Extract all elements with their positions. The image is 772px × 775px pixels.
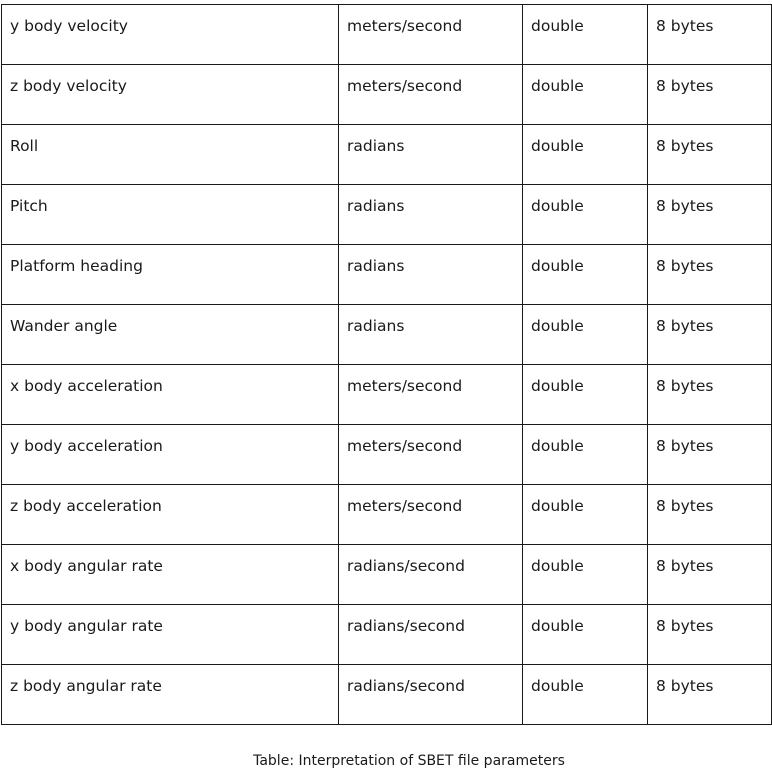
parameter-type: double (531, 17, 584, 35)
unit-cell (339, 425, 523, 485)
sbet-parameters-table (1, 4, 772, 725)
parameter-cell (2, 665, 339, 725)
type-cell (523, 185, 648, 245)
size-cell (648, 245, 772, 305)
table-row (2, 125, 772, 185)
size-cell (648, 485, 772, 545)
table-row (2, 665, 772, 725)
parameter-type: double (531, 437, 584, 455)
table-row (2, 425, 772, 485)
size-cell (648, 605, 772, 665)
parameter-name: y body acceleration (10, 437, 163, 455)
unit-cell (339, 665, 523, 725)
size-cell (648, 545, 772, 605)
parameter-cell (2, 125, 339, 185)
table-row (2, 65, 772, 125)
parameter-size: 8 bytes (656, 377, 714, 395)
parameter-cell (2, 5, 339, 65)
parameter-type: double (531, 617, 584, 635)
size-cell (648, 185, 772, 245)
table-row (2, 305, 772, 365)
parameter-name: Platform heading (10, 257, 143, 275)
table-row (2, 5, 772, 65)
type-cell (523, 65, 648, 125)
parameter-unit: radians/second (347, 557, 465, 575)
unit-cell (339, 485, 523, 545)
parameter-size: 8 bytes (656, 137, 714, 155)
parameter-size: 8 bytes (656, 617, 714, 635)
type-cell (523, 665, 648, 725)
parameter-name: x body angular rate (10, 557, 163, 575)
type-cell (523, 485, 648, 545)
parameter-unit: radians (347, 137, 405, 155)
type-cell (523, 365, 648, 425)
table-row (2, 545, 772, 605)
size-cell (648, 125, 772, 185)
parameter-name: x body acceleration (10, 377, 163, 395)
parameter-type: double (531, 377, 584, 395)
parameter-name: y body velocity (10, 17, 128, 35)
parameter-unit: radians (347, 317, 405, 335)
parameter-cell (2, 65, 339, 125)
size-cell (648, 5, 772, 65)
table-row (2, 605, 772, 665)
unit-cell (339, 5, 523, 65)
size-cell (648, 365, 772, 425)
parameter-unit: meters/second (347, 17, 463, 35)
parameter-name: Wander angle (10, 317, 118, 335)
parameter-type: double (531, 677, 584, 695)
parameter-size: 8 bytes (656, 677, 714, 695)
unit-cell (339, 545, 523, 605)
parameter-unit: meters/second (347, 497, 463, 515)
parameter-cell (2, 245, 339, 305)
parameter-size: 8 bytes (656, 317, 714, 335)
parameter-cell (2, 485, 339, 545)
parameter-type: double (531, 497, 584, 515)
unit-cell (339, 245, 523, 305)
parameter-unit: radians (347, 257, 405, 275)
type-cell (523, 545, 648, 605)
size-cell (648, 65, 772, 125)
parameter-unit: meters/second (347, 377, 463, 395)
parameter-size: 8 bytes (656, 77, 714, 95)
parameter-size: 8 bytes (656, 437, 714, 455)
parameter-size: 8 bytes (656, 17, 714, 35)
type-cell (523, 425, 648, 485)
type-cell (523, 5, 648, 65)
type-cell (523, 605, 648, 665)
parameter-unit: meters/second (347, 77, 463, 95)
type-cell (523, 245, 648, 305)
parameter-type: double (531, 197, 584, 215)
unit-cell (339, 605, 523, 665)
parameter-cell (2, 605, 339, 665)
size-cell (648, 305, 772, 365)
parameter-type: double (531, 137, 584, 155)
table-caption: Table: Interpretation of SBET file parameters (253, 753, 565, 769)
type-cell (523, 305, 648, 365)
parameter-name: z body velocity (10, 77, 127, 95)
parameter-cell (2, 365, 339, 425)
parameter-unit: radians (347, 197, 405, 215)
unit-cell (339, 125, 523, 185)
type-cell (523, 125, 648, 185)
size-cell (648, 425, 772, 485)
parameter-cell (2, 185, 339, 245)
unit-cell (339, 365, 523, 425)
table-row (2, 185, 772, 245)
parameter-type: double (531, 77, 584, 95)
parameter-size: 8 bytes (656, 557, 714, 575)
parameter-cell (2, 305, 339, 365)
unit-cell (339, 65, 523, 125)
parameter-type: double (531, 317, 584, 335)
parameter-name: Pitch (10, 197, 48, 215)
parameter-name: y body angular rate (10, 617, 163, 635)
parameter-name: z body acceleration (10, 497, 162, 515)
parameter-unit: radians/second (347, 677, 465, 695)
table-row (2, 365, 772, 425)
parameter-type: double (531, 257, 584, 275)
table-body (2, 5, 772, 725)
parameter-cell (2, 425, 339, 485)
parameter-cell (2, 545, 339, 605)
parameter-type: double (531, 557, 584, 575)
unit-cell (339, 185, 523, 245)
unit-cell (339, 305, 523, 365)
parameter-unit: radians/second (347, 617, 465, 635)
table-row (2, 485, 772, 545)
parameter-unit: meters/second (347, 437, 463, 455)
parameter-name: Roll (10, 137, 39, 155)
parameter-size: 8 bytes (656, 257, 714, 275)
parameter-size: 8 bytes (656, 497, 714, 515)
parameter-size: 8 bytes (656, 197, 714, 215)
parameter-name: z body angular rate (10, 677, 162, 695)
size-cell (648, 665, 772, 725)
table-row (2, 245, 772, 305)
